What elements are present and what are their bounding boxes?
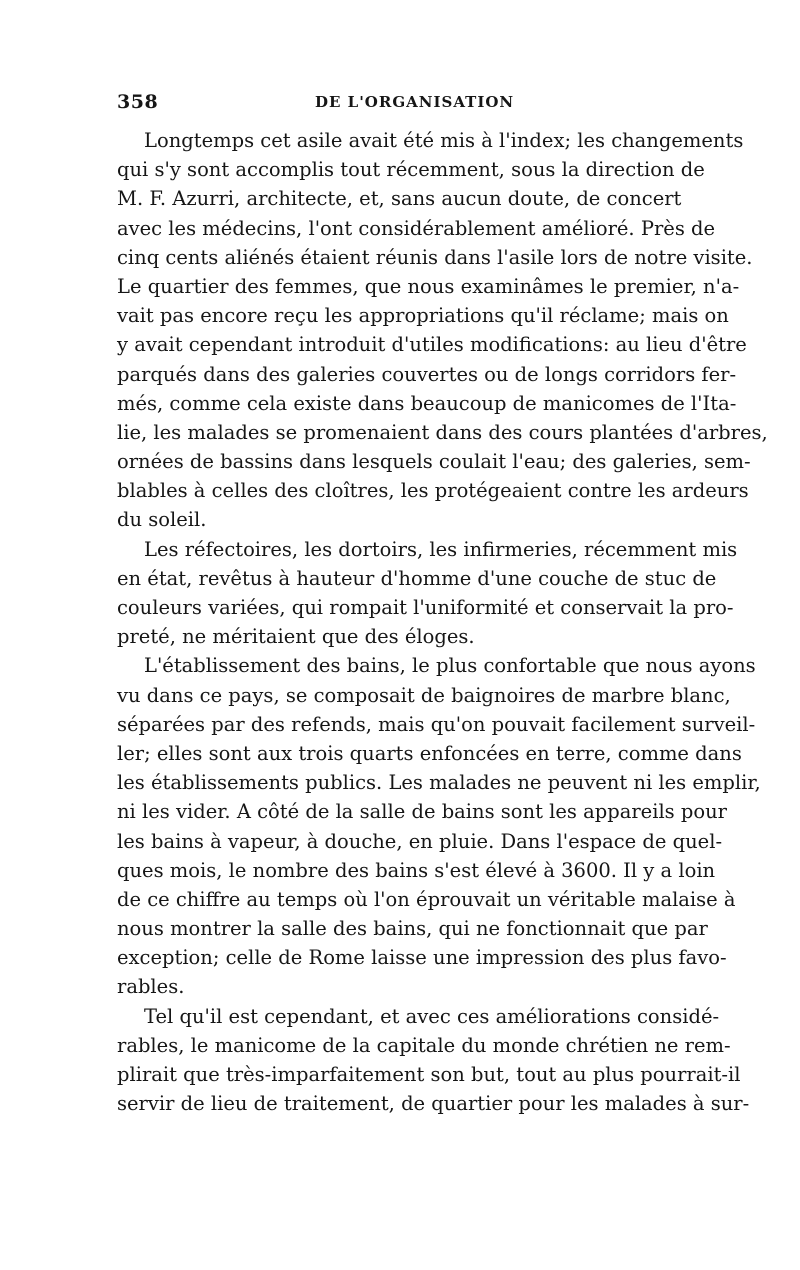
text-line: ornées de bassins dans lesquels coulait l'eau; des galeries, sem- [117,450,751,474]
text-line: L'établissement des bains, le plus confortable que nous ayons [144,654,756,678]
text-line: més, comme cela existe dans beaucoup de manicomes de l'Ita- [117,391,737,415]
text-line: parqués dans des galeries couvertes ou de longs corridors fer- [117,362,737,386]
text-line: rables, le manicome de la capitale du monde chrétien ne rem- [117,1033,731,1057]
text-line: cinq cents aliénés étaient réunis dans l'asile lors de notre visite. [117,245,753,269]
text-line: ler; elles sont aux trois quarts enfoncées en terre, comme dans [117,741,742,765]
text-line: Les réfectoires, les dortoirs, les infirmeries, récemment mis [144,537,738,561]
text-line: blables à celles des cloîtres, les protégeaient contre les ardeurs [117,479,749,503]
text-line: Longtemps cet asile avait été mis à l'index; les changements [144,129,744,152]
body-text [117,126,768,1118]
running-header [117,91,677,121]
paragraph-1 [117,126,768,535]
text-line: servir de lieu de traitement, de quartier pour les malades à sur- [117,1092,750,1116]
text-line: exception; celle de Rome laisse une impression des plus favo- [117,946,727,970]
text-line: nous montrer la salle des bains, qui ne fonctionnait que par [117,917,708,941]
text-line: Le quartier des femmes, que nous examinâmes le premier, n'a- [117,274,740,298]
text-line: preté, ne méritaient que des éloges. [117,625,475,649]
text-line: vait pas encore reçu les appropriations qu'il réclame; mais on [117,304,729,328]
text-line: plirait que très-imparfaitement son but, tout au plus pourrait-il [117,1063,741,1086]
text-line: lie, les malades se promenaient dans des cours plantées d'arbres, [117,420,768,444]
text-line: séparées par des refends, mais qu'on pouvait facilement surveil- [117,712,756,736]
text-line: avec les médecins, l'ont considérablement amélioré. Près de [117,216,716,240]
text-line: Tel qu'il est cependant, et avec ces améliorations considé- [144,1004,720,1028]
paragraph-3 [117,651,761,1001]
paragraph-2 [117,535,738,652]
text-line: couleurs variées, qui rompait l'uniformité et conservait la pro- [117,596,734,619]
text-line: du soleil. [117,508,207,532]
text-line: y avait cependant introduit d'utiles modifications: au lieu d'être [117,333,747,357]
text-line: rables. [117,975,185,999]
paragraph-4 [117,1002,750,1119]
running-title: DE L'ORGANISATION [315,93,515,111]
text-line: ques mois, le nombre des bains s'est élevé à 3600. Il y a loin [117,858,716,882]
text-line: M. F. Azurri, architecte, et, sans aucun doute, de concert [117,187,682,211]
text-line: les bains à vapeur, à douche, en pluie. Dans l'espace de quel- [117,829,723,853]
text-line: les établissements publics. Les malades ne peuvent ni les emplir, [117,771,761,795]
text-line: ni les vider. A côté de la salle de bains sont les appareils pour [117,800,727,824]
text-line: vu dans ce pays, se composait de baignoires de marbre blanc, [117,683,731,707]
text-line: de ce chiffre au temps où l'on éprouvait un véritable malaise à [117,887,736,911]
text-line: en état, revêtus à hauteur d'homme d'une couche de stuc de [117,566,717,590]
page-number: 358 [117,91,159,113]
text-line: qui s'y sont accomplis tout récemment, sous la direction de [117,158,705,182]
